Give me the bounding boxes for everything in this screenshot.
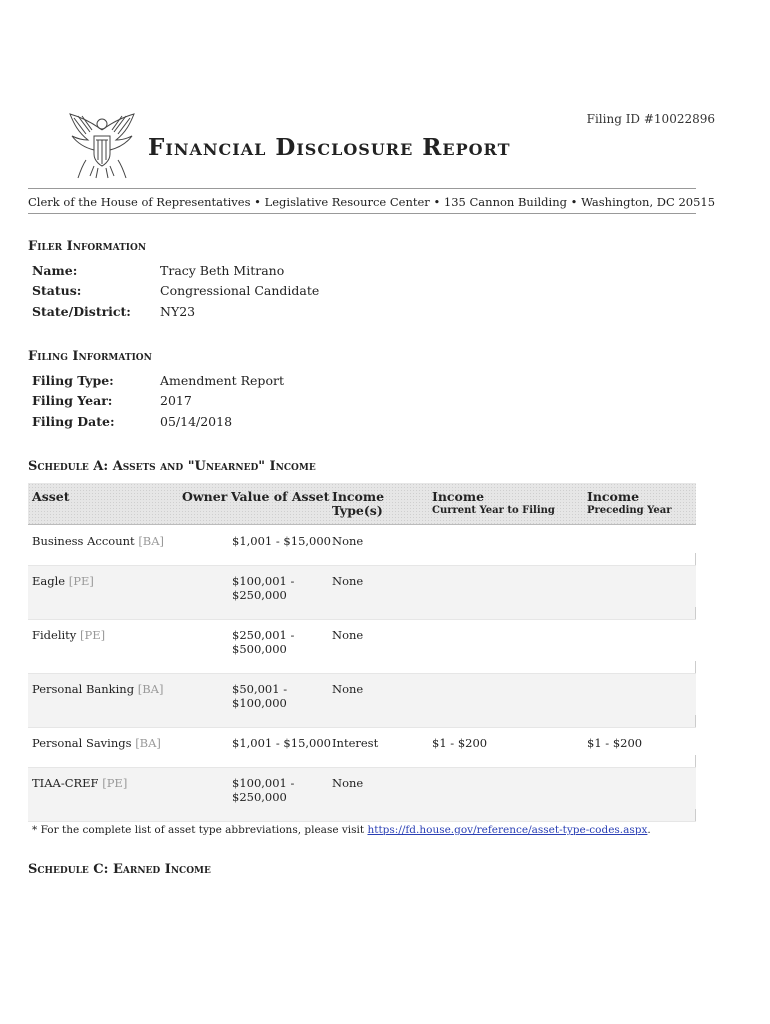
income-preceding-cell: $1 - $200 — [587, 736, 643, 750]
income-current-cell: $1 - $200 — [432, 736, 488, 750]
row-edge — [695, 755, 696, 767]
asset-cell — [32, 534, 164, 548]
filing-information-heading: Filing Information — [28, 349, 152, 364]
report-title: Financial Disclosure Report — [148, 134, 511, 161]
asset-name: Personal Banking — [32, 682, 135, 696]
filing-id: Filing ID #10022896 — [586, 112, 715, 126]
income-type-cell: None — [332, 574, 364, 588]
table-row — [28, 728, 696, 768]
col-income-preceding-subtitle: Preceding Year — [587, 505, 672, 516]
schedule-a-heading: Schedule A: Assets and "Unearned" Income — [28, 459, 316, 474]
income-type-cell: None — [332, 682, 364, 696]
table-row — [28, 566, 696, 620]
asset-name: Fidelity — [32, 628, 77, 642]
clerk-address: Clerk of the House of Representatives • Legislative Resource Center • 135 Cannon Building • Washington, DC 20515 — [28, 195, 716, 209]
filing-date-label: Filing Date: — [32, 413, 115, 429]
header-rule-bottom — [28, 213, 696, 214]
col-income-preceding-title: Income — [587, 489, 640, 504]
asset-type-code: [BA] — [137, 682, 164, 696]
filer-district-row — [32, 301, 432, 322]
filing-year-value: 2017 — [160, 393, 192, 409]
filing-type-row — [32, 370, 432, 391]
filing-date-row — [32, 411, 432, 432]
income-type-cell: None — [332, 534, 364, 548]
filer-district-label: State/District: — [32, 303, 131, 319]
col-owner-header: Owner — [182, 489, 228, 504]
col-income-current-header — [432, 490, 555, 518]
income-type-cell: None — [332, 776, 364, 790]
footnote-end: . — [647, 824, 651, 836]
col-income-current-title: Income — [432, 489, 485, 504]
table-row — [28, 525, 696, 566]
asset-cell — [32, 776, 127, 790]
filer-status-row — [32, 281, 432, 302]
filing-type-label: Filing Type: — [32, 372, 114, 388]
value-cell: $100,001 - $250,000 — [232, 776, 295, 804]
asset-cell — [32, 736, 161, 750]
table-row — [28, 620, 696, 674]
asset-cell — [32, 628, 105, 642]
income-type-cell: Interest — [332, 736, 379, 750]
filer-status-value: Congressional Candidate — [160, 283, 320, 299]
schedule-a-table — [28, 483, 696, 822]
asset-cell — [32, 682, 163, 696]
filer-name-label: Name: — [32, 262, 78, 278]
asset-cell — [32, 574, 94, 588]
col-income-type-header: Income Type(s) — [332, 489, 385, 518]
filing-type-value: Amendment Report — [160, 372, 284, 388]
filer-status-label: Status: — [32, 283, 82, 299]
filing-year-row — [32, 391, 432, 412]
value-cell: $50,001 - $100,000 — [232, 682, 288, 710]
filing-year-label: Filing Year: — [32, 393, 113, 409]
table-row — [28, 674, 696, 728]
value-cell: $1,001 - $15,000 — [232, 534, 331, 548]
filer-name-row — [32, 260, 432, 281]
asset-name: Personal Savings — [32, 736, 132, 750]
filer-information-list — [32, 260, 432, 322]
asset-codes-footnote — [32, 824, 651, 836]
header-rule-top — [28, 188, 696, 189]
col-value-header: Value of Asset — [231, 489, 330, 504]
schedule-a-table-header — [28, 483, 696, 525]
filer-information-heading: Filer Information — [28, 239, 147, 254]
row-edge — [695, 607, 696, 619]
asset-type-code: [BA] — [138, 534, 165, 548]
asset-name: Business Account — [32, 534, 135, 548]
row-edge — [695, 661, 696, 673]
asset-name: TIAA-CREF — [32, 776, 99, 790]
row-edge — [695, 553, 696, 565]
value-cell: $1,001 - $15,000 — [232, 736, 331, 750]
house-seal-eagle-icon — [64, 110, 140, 182]
value-cell: $100,001 - $250,000 — [232, 574, 295, 602]
asset-type-code: [PE] — [79, 628, 106, 642]
asset-type-code: [PE] — [68, 574, 94, 588]
asset-type-codes-link[interactable]: https://fd.house.gov/reference/asset-type-codes.aspx — [367, 824, 648, 836]
filer-name-value: Tracy Beth Mitrano — [160, 262, 285, 278]
col-asset-header: Asset — [32, 489, 70, 504]
asset-name: Eagle — [32, 574, 66, 588]
filing-information-list — [32, 370, 432, 432]
row-edge — [695, 809, 696, 821]
row-edge — [695, 715, 696, 727]
asset-type-code: [PE] — [102, 776, 128, 790]
col-income-current-subtitle: Current Year to Filing — [432, 505, 555, 516]
income-type-cell: None — [332, 628, 364, 642]
value-cell: $250,001 - $500,000 — [232, 628, 295, 656]
asset-type-code: [BA] — [135, 736, 161, 750]
footnote-text: * For the complete list of asset type abbreviations, please visit — [32, 824, 368, 836]
filer-district-value: NY23 — [160, 303, 196, 319]
table-row — [28, 768, 696, 822]
filing-date-value: 05/14/2018 — [160, 413, 233, 429]
schedule-c-heading: Schedule C: Earned Income — [28, 862, 211, 877]
col-income-preceding-header — [587, 490, 672, 518]
